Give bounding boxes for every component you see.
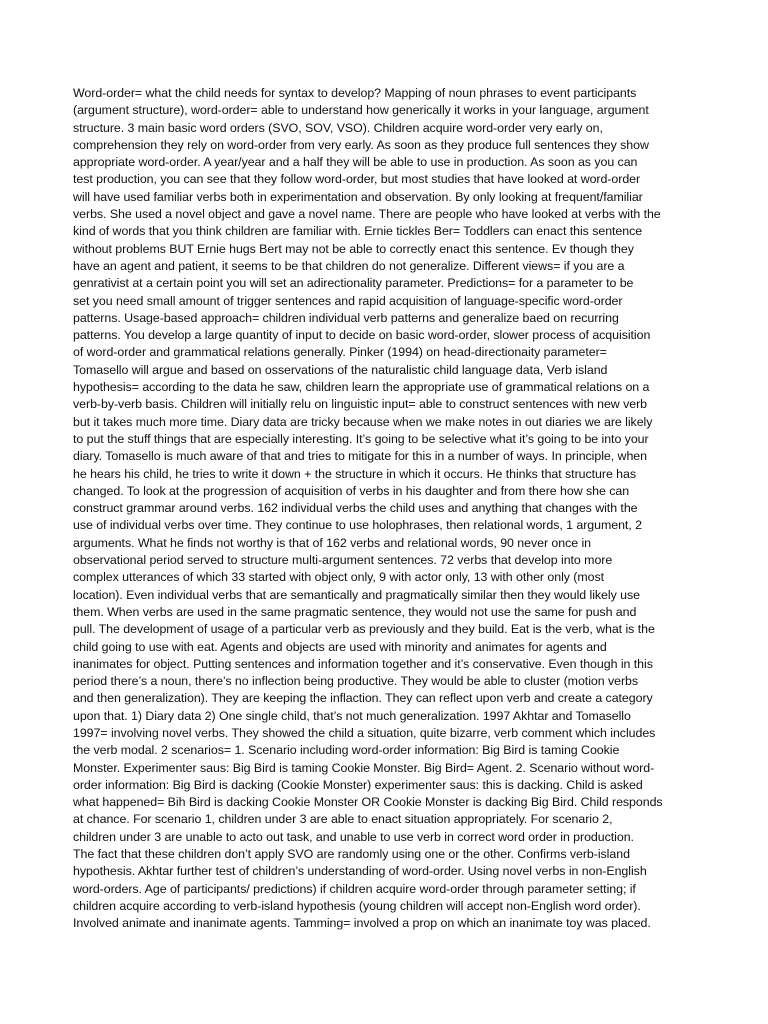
text-line: location). Even individual verbs that are semantically and pragmatically similar then they would likely use <box>73 587 640 602</box>
text-line: comprehension they rely on word-order from very early. As soon as they produce full sentences they show <box>73 137 649 152</box>
text-line: test production, you can see that they follow word-order, but most studies that have looked at word-order <box>73 172 641 187</box>
text-line: diary. Tomasello is much aware of that and tries to mitigate for this in a number of ways. In principle, when <box>73 449 647 464</box>
text-line: what happened= Bih Bird is dacking Cookie Monster OR Cookie Monster is dacking Big Bird. Child responds <box>73 795 663 810</box>
text-line: observational period served to structure multi-argument sentences. 72 verbs that develop into more <box>73 553 613 568</box>
text-line: complex utterances of which 33 started with object only, 9 with actor only, 13 with other only (most <box>73 570 605 585</box>
text-line: use of individual verbs over time. They continue to use holophrases, then relational words, 1 argument, 2 <box>73 518 642 533</box>
text-line: hypothesis= according to the data he saw, children learn the appropriate use of grammatical relations on a <box>73 380 650 395</box>
text-line: he hears his child, he tries to write it down + the structure in which it occurs. He thinks that structure has <box>73 466 637 481</box>
text-line: children under 3 are unable to acto out task, and unable to use verb in correct word order in production. <box>73 829 634 844</box>
text-line: construct grammar around verbs. 162 individual verbs the child uses and anything that changes with the <box>73 501 638 516</box>
text-line: appropriate word-order. A year/year and a half they will be able to use in production. As soon as you can <box>73 155 638 170</box>
text-line: the verb modal. 2 scenarios= 1. Scenario including word-order information: Big Bird is taming Cookie <box>73 743 620 758</box>
text-line: order information: Big Bird is dacking (Cookie Monster) experimenter saus: this is dacking. Child is asked <box>73 777 643 792</box>
text-line: will have used familiar verbs both in experimentation and observation. By only looking at frequent/familiar <box>73 189 643 204</box>
text-line: hypothesis. Akhtar further test of children’s understanding of word-order. Using novel verbs in non-English <box>73 864 647 879</box>
text-line: inanimates for object. Putting sentences and information together and it’s conservative. Even though in this <box>73 656 653 671</box>
text-line: The fact that these children don’t apply SVO are randomly using one or the other. Confirms verb-island <box>73 847 630 862</box>
text-line: without problems BUT Ernie hugs Bert may not be able to correctly enact this sentence. Ev though they <box>73 241 634 256</box>
text-line: verb-by-verb basis. Children will initially relu on linguistic input= able to construct sentences with new verb <box>73 397 647 412</box>
text-line: structure. 3 main basic word orders (SVO, SOV, VSO). Children acquire word-order very early on, <box>73 120 603 135</box>
text-line: Monster. Experimenter saus: Big Bird is taming Cookie Monster. Big Bird= Agent. 2. Scenario without word- <box>73 760 655 775</box>
text-line: patterns. You develop a large quantity of input to decide on basic word-order, slower process of acquisition <box>73 328 651 343</box>
text-line: changed. To look at the progression of acquisition of verbs in his daughter and from there how she can <box>73 483 630 498</box>
text-line: child going to use with eat. Agents and objects are used with minority and animates for agents and <box>73 639 607 654</box>
text-line: arguments. What he finds not worthy is that of 162 verbs and relational words, 90 never once in <box>73 535 592 550</box>
text-line: Word-order= what the child needs for syntax to develop? Mapping of noun phrases to event participants <box>73 86 637 100</box>
text-line: patterns. Usage-based approach= children individual verb patterns and generalize baed on recurring <box>73 310 619 325</box>
text-line: pull. The development of usage of a particular verb as previously and they build. Eat is the verb, what is the <box>73 622 655 637</box>
text-line: to put the stuff things that are especially interesting. It’s going to be selective what it’s going to be into your <box>73 431 649 446</box>
text-line: and then generalization). They are keeping the inflaction. They can reflect upon verb and create a category <box>73 691 653 706</box>
text-line: (argument structure), word-order= able to understand how generically it works in your language, argument <box>73 103 649 118</box>
text-line: 1997= involving novel verbs. They showed the child a situation, quite bizarre, verb comment which includes <box>73 725 656 740</box>
text-line: kind of words that you think children are familiar with. Ernie tickles Ber= Toddlers can enact this sentence <box>73 224 643 239</box>
text-line: children acquire according to verb-island hypothesis (young children will accept non-English word order). <box>73 898 641 913</box>
text-line: of word-order and grammatical relations generally. Pinker (1994) on head-directionaity parameter= <box>73 345 607 360</box>
text-line: have an agent and patient, it seems to be that children do not generalize. Different views= if you are a <box>73 258 625 273</box>
text-line: genrativist at a certain point you will set an adirectionality parameter. Predictions= for a parameter to be <box>73 276 634 291</box>
text-line: Involved animate and inanimate agents. Tamming= involved a prop on which an inanimate toy was placed. <box>73 916 651 931</box>
text-line: but it takes much more time. Diary data are tricky because when we make notes in out diaries we are likely <box>73 414 653 429</box>
text-line: them. When verbs are used in the same pragmatic sentence, they would not use the same for push and <box>73 604 637 619</box>
text-line: verbs. She used a novel object and gave a novel name. There are people who have looked at verbs with the <box>73 207 661 222</box>
text-line: at chance. For scenario 1, children under 3 are able to enact situation appropriately. For scenario 2, <box>73 812 613 827</box>
text-line: Tomasello will argue and based on osservations of the naturalistic child language data, Verb island <box>73 362 608 377</box>
body-text <box>73 85 695 933</box>
text-line: upon that. 1) Diary data 2) One single child, that’s not much generalization. 1997 Akhtar and Tomasello <box>73 708 631 723</box>
text-line: period there’s a noun, there’s no inflection being productive. They would be able to cluster (motion verbs <box>73 674 639 689</box>
text-line: word-orders. Age of participants/ predictions) if children acquire word-order through parameter setting; if <box>73 881 636 896</box>
text-line: set you need small amount of trigger sentences and rapid acquisition of language-specific word-order <box>73 293 623 308</box>
